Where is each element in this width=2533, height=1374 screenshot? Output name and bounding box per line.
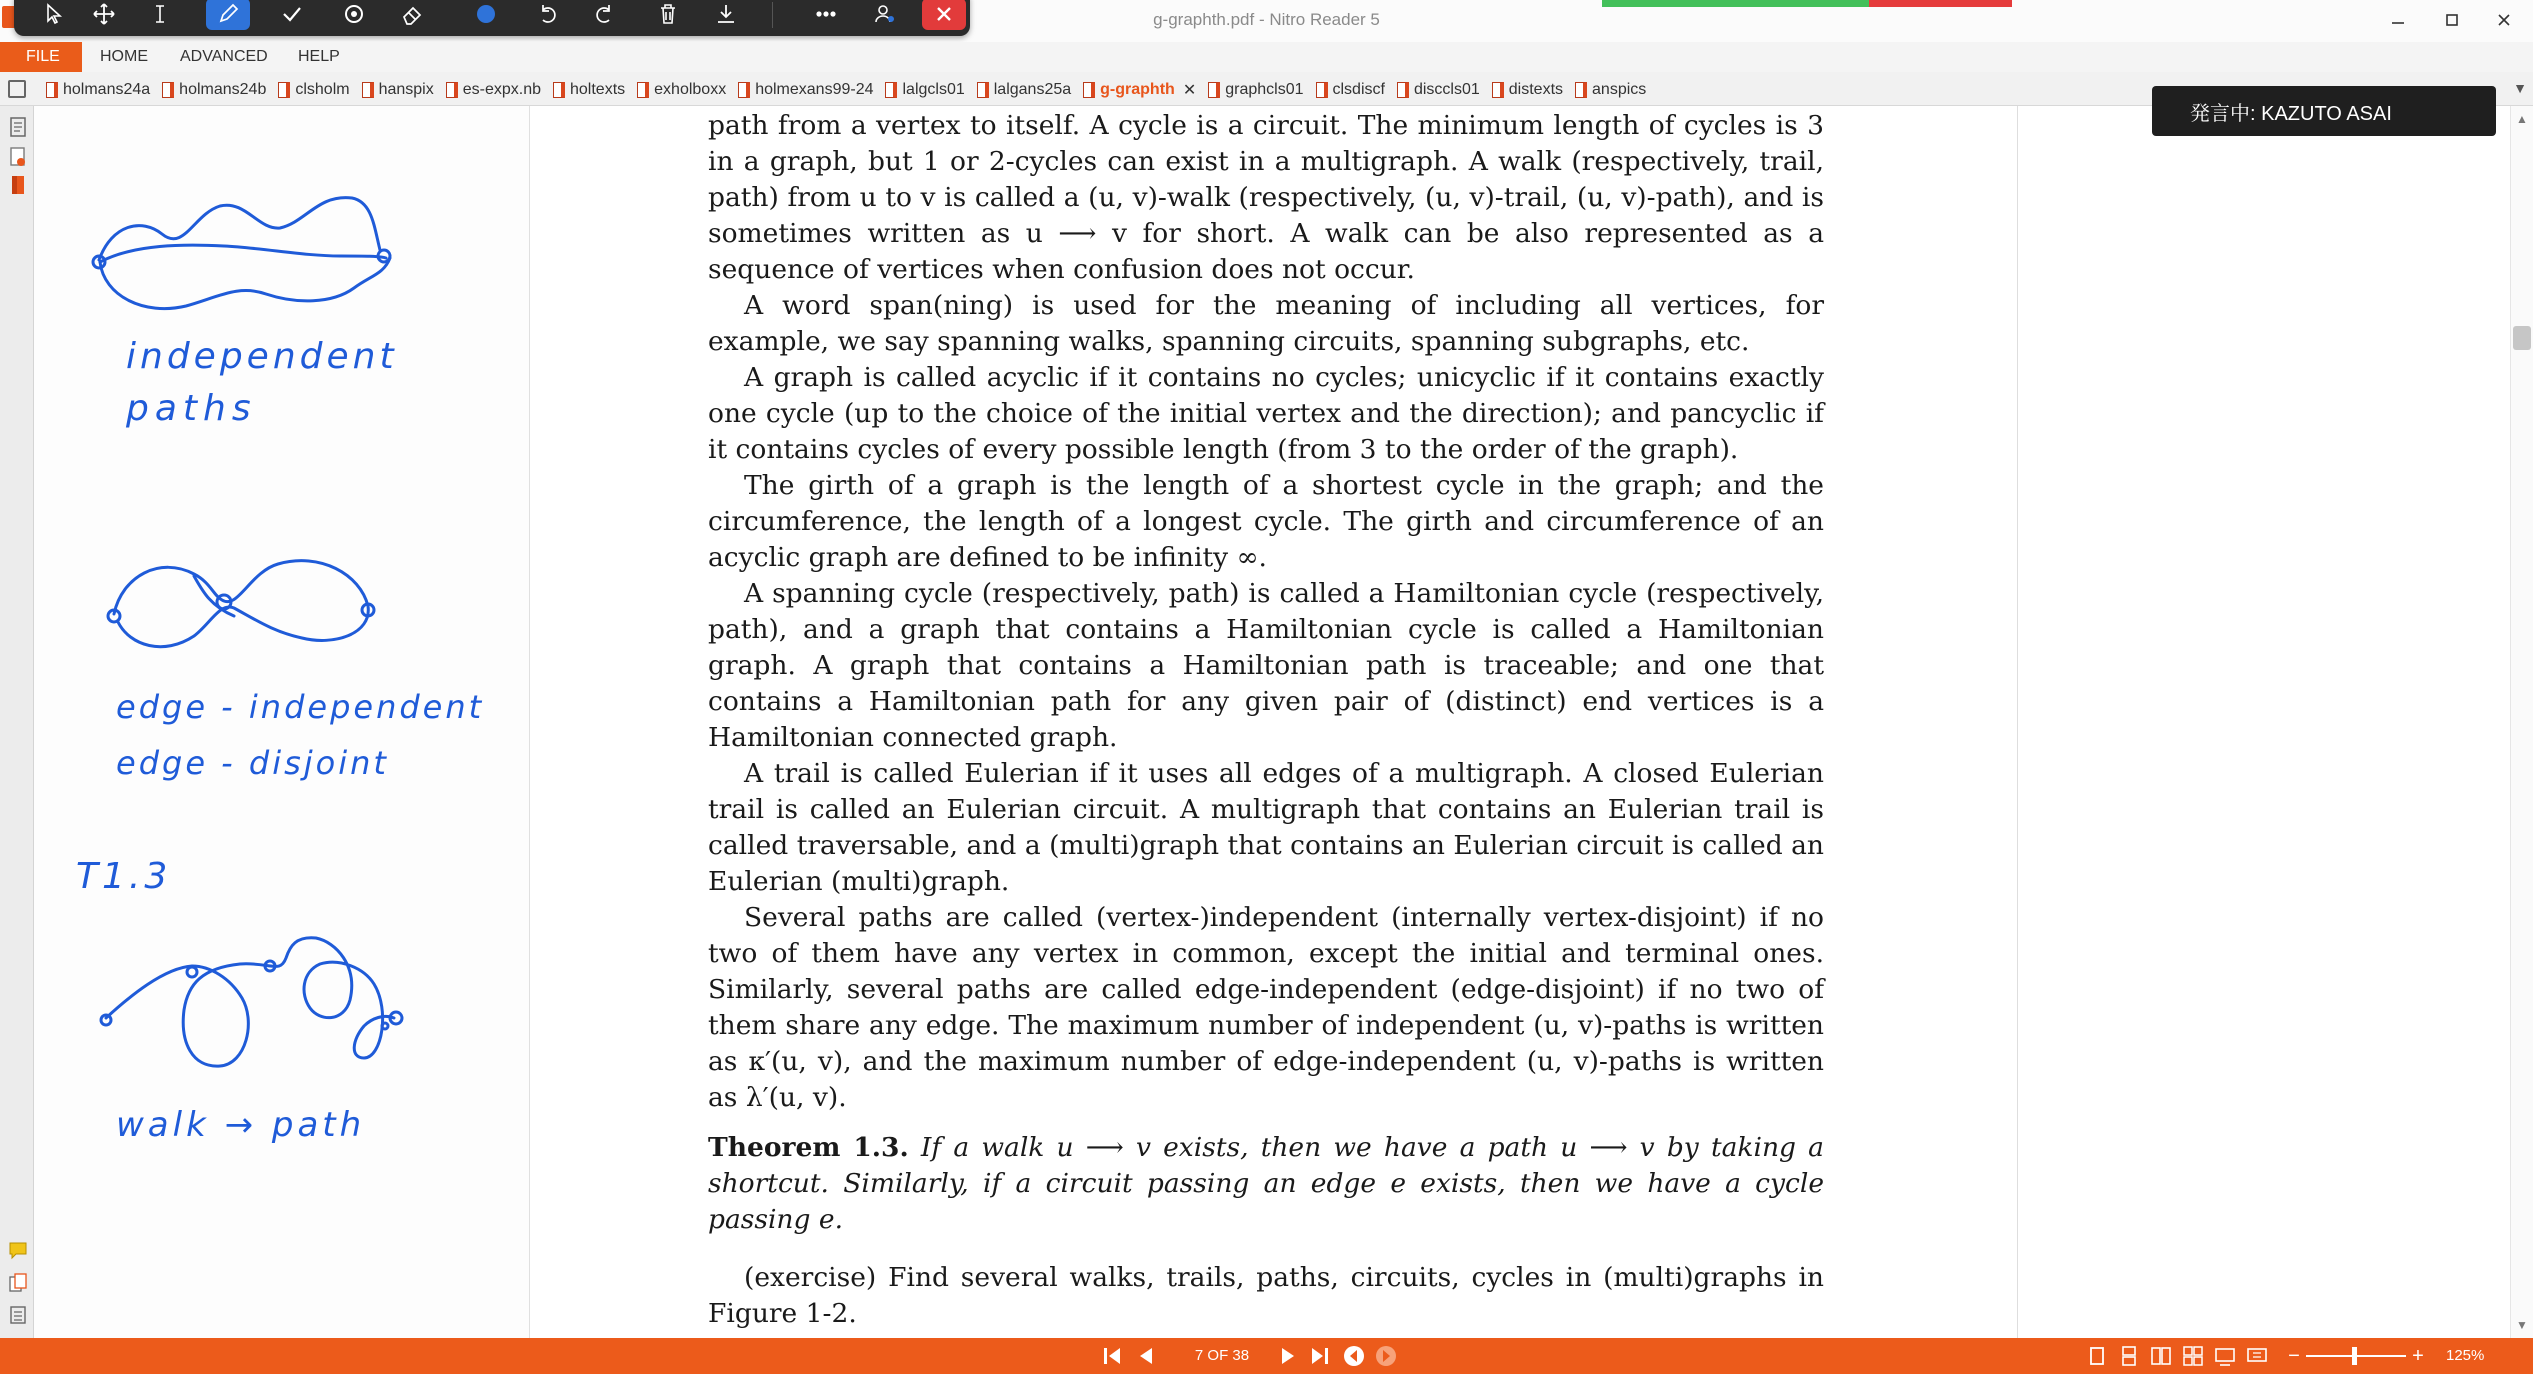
redo-button[interactable] <box>582 0 626 30</box>
annotation-toolbar <box>14 0 970 36</box>
maximize-button[interactable] <box>2424 2 2480 38</box>
signature-panel-icon[interactable] <box>8 146 28 168</box>
zoom-level[interactable]: 125% <box>2446 1347 2485 1364</box>
note-edge-disjoint: edge - disjoint <box>116 744 389 782</box>
pdf-file-icon <box>1492 82 1504 98</box>
pen-icon <box>215 1 241 27</box>
more-options-button[interactable] <box>804 0 848 30</box>
note-independent: independent <box>126 336 398 377</box>
tab-hanspix[interactable] <box>360 78 444 102</box>
user-icon <box>871 1 897 27</box>
eraser-tool-button[interactable] <box>390 0 434 30</box>
download-icon <box>713 1 739 27</box>
highlighter-icon <box>341 1 367 27</box>
menu-advanced[interactable]: ADVANCED <box>180 48 268 65</box>
tab-label: lalgcls01 <box>902 81 965 98</box>
tab-clsholm[interactable] <box>276 78 359 102</box>
menu-help[interactable]: HELP <box>298 48 340 65</box>
facing-continuous-view-icon[interactable] <box>2182 1344 2204 1368</box>
tab-disccls01[interactable] <box>1395 78 1490 102</box>
tab-label: clsdiscf <box>1332 81 1385 98</box>
tab-label: disccls01 <box>1413 81 1480 98</box>
zoom-in-icon[interactable]: + <box>2412 1344 2424 1367</box>
tab-label: lalgans25a <box>993 81 1072 98</box>
tab-label: holtexts <box>570 81 626 98</box>
note-walk-path: walk → path <box>116 1105 366 1145</box>
paragraph: A word span(ning) is used for the meaning of including all vertices, for example, we say spanning walks, spanning circuits, spanning subgraphs, etc. <box>708 290 1824 357</box>
pan-tool-button[interactable] <box>82 0 126 30</box>
theorem-label: Theorem 1.3. <box>708 1132 909 1163</box>
handwritten-notes-pane[interactable] <box>34 106 530 1338</box>
paragraph: A graph is called acyclic if it contains no cycles; unicyclic if it contains exactly one cycle (up to the choice of the initial vertex and the direction); and pancyclic if it contains cycles of every possible length (from 3 to the order of the graph). <box>708 362 1824 465</box>
pdf-file-icon <box>637 82 649 98</box>
tab-label: clsholm <box>295 81 350 98</box>
ink-walk-path-drawing <box>101 938 402 1066</box>
color-picker-button[interactable] <box>464 0 508 30</box>
close-window-button[interactable] <box>2476 2 2532 38</box>
save-annotation-button[interactable] <box>704 0 748 30</box>
paragraph: Several paths are called (vertex-)independent (internally vertex-disjoint) if no two of them have any vertex in common, except the initial and terminal ones. Similarly, several paths are called edge-independent (edge-disjoint) if no two of them share any edge. The maximum number of independent (u, v)-paths is written as κ′(u, v), and the maximum number of edge-independent (u, v)-paths is written as λ′(u, v). <box>708 902 1824 1113</box>
scroll-up-icon[interactable]: ▲ <box>2516 112 2528 126</box>
tab-exholboxx[interactable] <box>635 78 736 102</box>
pen-tool-button[interactable] <box>206 0 250 30</box>
paragraph: path from a vertex to itself. A cycle is a circuit. The minimum length of cycles is 3 in a graph, but 1 or 2-cycles can exist in a multigraph. A walk (respectively, trail, path) from u to v is called a (u, v)-walk (respectively, (u, v)-trail, (u, v)-path), and is sometimes written as u ⟶ v for short. A walk can be also represented as a sequence of vertices when confusion does not occur. <box>708 110 1824 285</box>
bookmark-icon[interactable] <box>8 174 28 196</box>
layers-icon[interactable] <box>8 1304 28 1326</box>
tab-label: anspics <box>1592 81 1647 98</box>
scrollbar-thumb[interactable] <box>2513 326 2531 350</box>
attachments-icon[interactable] <box>8 1272 28 1294</box>
left-rail <box>0 106 34 1338</box>
text-cursor-icon <box>147 1 173 27</box>
eraser-icon <box>399 1 425 27</box>
tab-clsdiscf[interactable] <box>1314 78 1395 102</box>
document-list-icon[interactable] <box>8 80 26 98</box>
undo-icon <box>535 1 561 27</box>
tab-label: distexts <box>1508 81 1564 98</box>
pdf-file-icon <box>885 82 897 98</box>
first-page-icon[interactable] <box>1100 1344 1124 1368</box>
select-tool-button[interactable] <box>32 0 76 30</box>
pdf-file-icon <box>1397 82 1409 98</box>
note-edge-independent: edge - independent <box>116 688 485 726</box>
tab-holtexts[interactable] <box>551 78 635 102</box>
page-thumbnail-icon[interactable] <box>8 116 28 138</box>
zoom-slider-thumb[interactable] <box>2352 1347 2357 1365</box>
pdf-file-icon <box>977 82 989 98</box>
tab-label: g-graphth <box>1100 81 1175 98</box>
menu-bar <box>0 42 2533 72</box>
tab-label: graphcls01 <box>1225 81 1304 98</box>
pdf-file-icon <box>738 82 750 98</box>
comments-icon[interactable] <box>8 1240 28 1262</box>
note-paths: paths <box>126 388 257 429</box>
tab-lalgcls01[interactable] <box>883 78 974 102</box>
close-icon <box>931 1 957 27</box>
note-theorem-ref: T1.3 <box>76 856 172 897</box>
pdf-file-icon <box>46 82 58 98</box>
ink-edge-disjoint-drawing <box>108 561 374 647</box>
ink-independent-paths-drawing <box>93 198 390 309</box>
pdf-file-icon <box>162 82 174 98</box>
pdf-file-icon <box>446 82 458 98</box>
paragraph: The girth of a graph is the length of a shortest cycle in the graph; and the circumference, the length of a longest cycle. The girth and circumference of an acyclic graph are defined to be infinity ∞. <box>708 470 1824 573</box>
chevron-down-icon[interactable]: ▼ <box>2513 80 2527 96</box>
tab-lalgans25a[interactable] <box>975 78 1081 102</box>
tab-label: holmans24b <box>179 81 267 98</box>
status-bar <box>0 1338 2533 1374</box>
page-text <box>708 108 1824 1332</box>
pdf-file-icon <box>1083 82 1095 98</box>
speaker-indicator: 発言中: KAZUTO ASAI <box>2152 86 2496 136</box>
tab-holmans24b[interactable] <box>160 78 276 102</box>
theorem <box>708 1130 1824 1238</box>
fit-width-icon[interactable] <box>2214 1344 2236 1368</box>
paragraph: A spanning cycle (respectively, path) is called a Hamiltonian cycle (respectively, path), and a graph that contains a Hamiltonian cycle is called a Hamiltonian graph. A graph that contains a Hamiltonian path is traceable; and one that contains a Hamiltonian path for any given pair of (distinct) end vertices is a Hamiltonian connected graph. <box>708 578 1824 753</box>
ink-notes-canvas <box>34 106 530 1338</box>
undo-button[interactable] <box>526 0 570 30</box>
pdf-file-icon <box>1575 82 1587 98</box>
exercise: (exercise) Find several walks, trails, paths, circuits, cycles in (multi)graphs in Figure 1-2. <box>708 1262 1824 1329</box>
presence-strip <box>1602 0 2012 7</box>
paragraph: A trail is called Eulerian if it uses all edges of a multigraph. A closed Eulerian trail is called an Eulerian circuit. A multigraph that contains an Eulerian trail is called traversable, and a (multi)graph that contains an Eulerian circuit is called an Eulerian (multi)graph. <box>708 758 1824 897</box>
single-page-view-icon[interactable] <box>2086 1344 2108 1368</box>
tab-label: exholboxx <box>654 81 727 98</box>
pdf-file-icon <box>278 82 290 98</box>
menu-home[interactable]: HOME <box>100 48 148 65</box>
tab-label: holmans24a <box>63 81 151 98</box>
menu-file[interactable]: FILE <box>0 42 82 72</box>
tab-distexts[interactable] <box>1490 78 1573 102</box>
tab-graphcls01[interactable] <box>1206 78 1313 102</box>
cursor-icon <box>41 1 67 27</box>
last-page-icon[interactable] <box>1308 1344 1332 1368</box>
previous-page-icon[interactable] <box>1134 1344 1158 1368</box>
highlight-tool-button[interactable] <box>332 0 376 30</box>
tab-label: holmexans99-24 <box>755 81 874 98</box>
tab-holmans24a[interactable] <box>44 78 160 102</box>
minimize-button[interactable] <box>2370 2 2426 38</box>
tab-holmexans99-24[interactable] <box>736 78 883 102</box>
maximize-icon <box>2443 11 2461 29</box>
move-icon <box>91 1 117 27</box>
pdf-file-icon <box>1208 82 1220 98</box>
delete-button[interactable] <box>646 0 690 30</box>
back-view-icon[interactable] <box>1342 1344 1366 1368</box>
continuous-view-icon[interactable] <box>2118 1344 2140 1368</box>
check-tool-button[interactable] <box>270 0 314 30</box>
next-page-icon[interactable] <box>1276 1344 1300 1368</box>
trash-icon <box>655 1 681 27</box>
check-icon <box>279 1 305 27</box>
zoom-out-icon[interactable]: − <box>2288 1344 2300 1367</box>
pdf-page[interactable] <box>530 106 2018 1338</box>
fullscreen-icon[interactable] <box>2246 1344 2268 1368</box>
window-title: g-graphth.pdf - Nitro Reader 5 <box>1153 10 1380 29</box>
tab-list <box>44 78 1656 102</box>
collaborate-button[interactable] <box>862 0 906 30</box>
scroll-down-icon[interactable]: ▼ <box>2516 1318 2528 1332</box>
more-icon <box>813 1 839 27</box>
tab-es-expx.nb[interactable] <box>444 78 551 102</box>
close-icon <box>2495 11 2513 29</box>
tab-g-graphth[interactable] <box>1081 78 1206 102</box>
pdf-file-icon <box>1316 82 1328 98</box>
facing-view-icon[interactable] <box>2150 1344 2172 1368</box>
page-indicator[interactable]: 7 OF 38 <box>1194 1347 1250 1364</box>
tab-close-icon[interactable]: ✕ <box>1182 82 1197 99</box>
pdf-file-icon <box>553 82 565 98</box>
theorem-text: If a walk u ⟶ v exists, then we have a path u ⟶ v by taking a shortcut. Similarly, if a circuit passing an edge e exists, then we have a cycle passing e. <box>708 1132 1824 1235</box>
color-dot-icon <box>473 1 499 27</box>
pdf-file-icon <box>362 82 374 98</box>
text-tool-button[interactable] <box>138 0 182 30</box>
tab-anspics[interactable] <box>1573 78 1656 102</box>
redo-icon <box>591 1 617 27</box>
tab-label: es-expx.nb <box>462 81 541 98</box>
forward-view-icon[interactable] <box>1374 1344 1398 1368</box>
close-toolbar-button[interactable] <box>922 0 966 30</box>
minimize-icon <box>2389 11 2407 29</box>
vertical-scrollbar[interactable] <box>2510 106 2533 1338</box>
tab-label: hanspix <box>378 81 434 98</box>
